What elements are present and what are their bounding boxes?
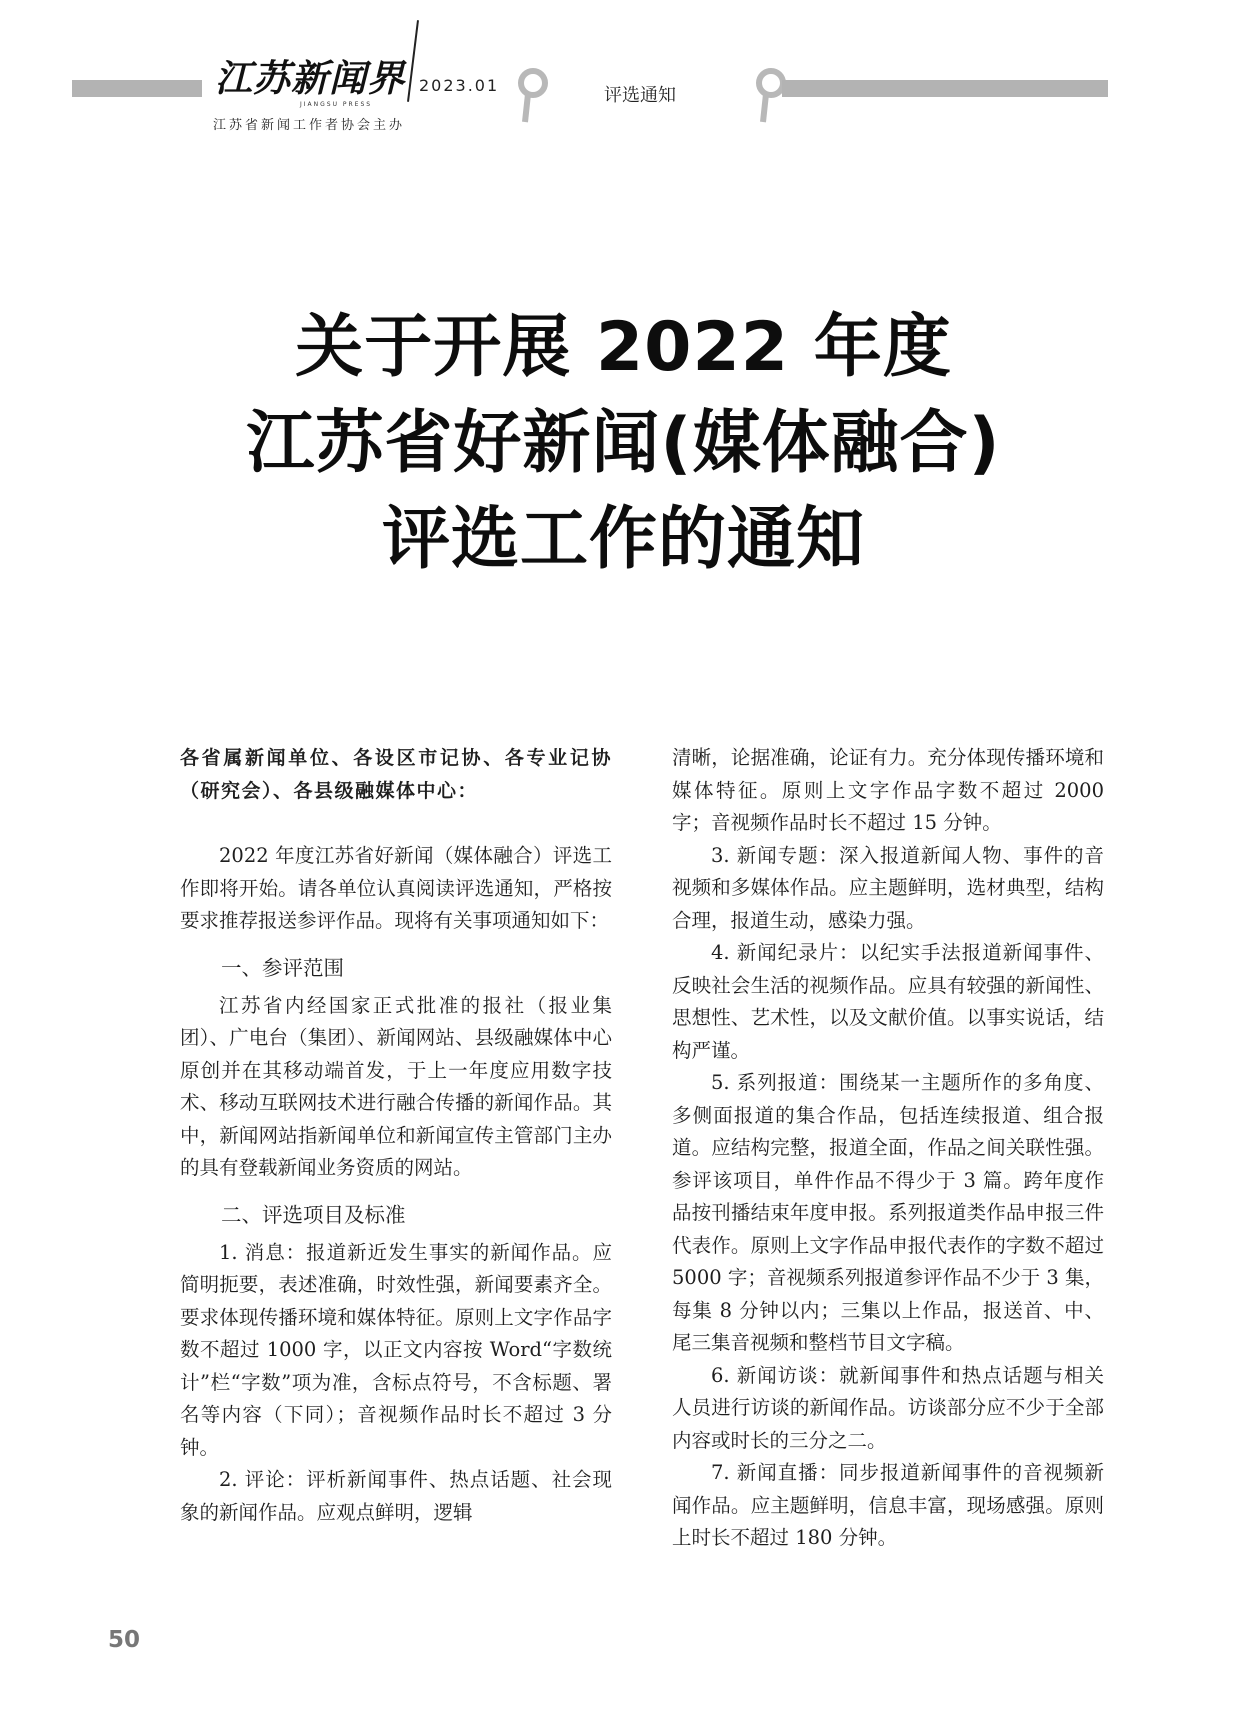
section-label: 评选通知	[604, 85, 676, 106]
item-interview: 6. 新闻访谈：就新闻事件和热点话题与相关人员进行访谈的新闻作品。访谈部分应不少于全部内容或时长的三分之二。	[672, 1363, 1104, 1452]
item-special-feature: 3. 新闻专题：深入报道新闻人物、事件的音视频和多媒体作品。应主题鲜明，选材典型，结构合理，报道生动，感染力强。	[672, 843, 1104, 932]
item-news-report: 1. 消息：报道新近发生事实的新闻作品。应简明扼要，表述准确，时效性强，新闻要素齐全。要求体现传播环境和媒体特征。原则上文字作品字数不超过 1000 字，以正文内容按 Word“字数统计”栏“字数”项为准，含标点符号，不含标题、署名等内容（下同）；音视频作品时长不超过 3 分钟。	[180, 1240, 612, 1459]
header-divider-slash	[407, 20, 419, 102]
header-rule-right	[782, 80, 1108, 97]
item-commentary-start: 2. 评论：评析新闻事件、热点话题、社会现象的新闻作品。应观点鲜明，逻辑	[180, 1468, 612, 1524]
magazine-english-name: JIANGSU PRESS	[300, 101, 373, 108]
header-rule-left	[72, 80, 202, 97]
title-line-2: 江苏省好新闻(媒体融合)	[246, 404, 1001, 483]
column-right	[672, 742, 1104, 1555]
item-commentary-end: 清晰，论据准确，论证有力。充分体现传播环境和媒体特征。原则上文字作品字数不超过 2000 字；音视频作品时长不超过 15 分钟。	[672, 746, 1104, 834]
article-title	[0, 300, 1247, 588]
title-line-3: 评选工作的通知	[381, 500, 865, 579]
section-heading-scope: 一、参评范围	[221, 955, 344, 980]
magazine-name: 江苏新闻界	[215, 57, 405, 100]
salutation: 各省属新闻单位、各设区市记协、各专业记协（研究会）、各县级融媒体中心：	[180, 747, 612, 802]
pin-icon	[516, 66, 550, 124]
item-live-broadcast: 7. 新闻直播：同步报道新闻事件的音视频新闻作品。应主题鲜明，信息丰富，现场感强。原则上时长不超过 180 分钟。	[672, 1461, 1104, 1549]
sponsor-line: 江苏省新闻工作者协会主办	[213, 118, 406, 133]
title-line-1: 关于开展 2022 年度	[295, 308, 952, 387]
section-heading-criteria: 二、评选项目及标准	[221, 1202, 406, 1227]
column-left	[180, 742, 612, 1529]
scope-paragraph: 江苏省内经国家正式批准的报社（报业集团）、广电台（集团）、新闻网站、县级融媒体中心原创并在其移动端首发，于上一年度应用数字技术、移动互联网技术进行融合传播的新闻作品。其中，新闻网站指新闻单位和新闻宣传主管部门主办的具有登载新闻业务资质的网站。	[180, 993, 612, 1179]
page-number: 50	[108, 1627, 141, 1653]
issue-date: 2023.01	[419, 76, 500, 95]
item-documentary: 4. 新闻纪录片：以纪实手法报道新闻事件、反映社会生活的视频作品。应具有较强的新闻性、思想性、艺术性，以及文献价值。以事实说话，结构严谨。	[672, 941, 1104, 1062]
item-series-report: 5. 系列报道：围绕某一主题所作的多角度、多侧面报道的集合作品，包括连续报道、组合报道。应结构完整，报道全面，作品之间关联性强。参评该项目，单件作品不得少于 3 篇。跨年度作品按刊播结束年度申报。系列报道类作品申报三件代表作。原则上文字作品申报代表作的字数不超过 5000 字；音视频系列报道参评作品不少于 3 集，每集 8 分钟以内；三集以上作品，报送首、中、尾三集音视频和整档节目文字稿。	[672, 1071, 1104, 1354]
intro-paragraph: 2022 年度江苏省好新闻（媒体融合）评选工作即将开始。请各单位认真阅读评选通知，严格按要求推荐报送参评作品。现将有关事项通知如下：	[180, 844, 612, 932]
